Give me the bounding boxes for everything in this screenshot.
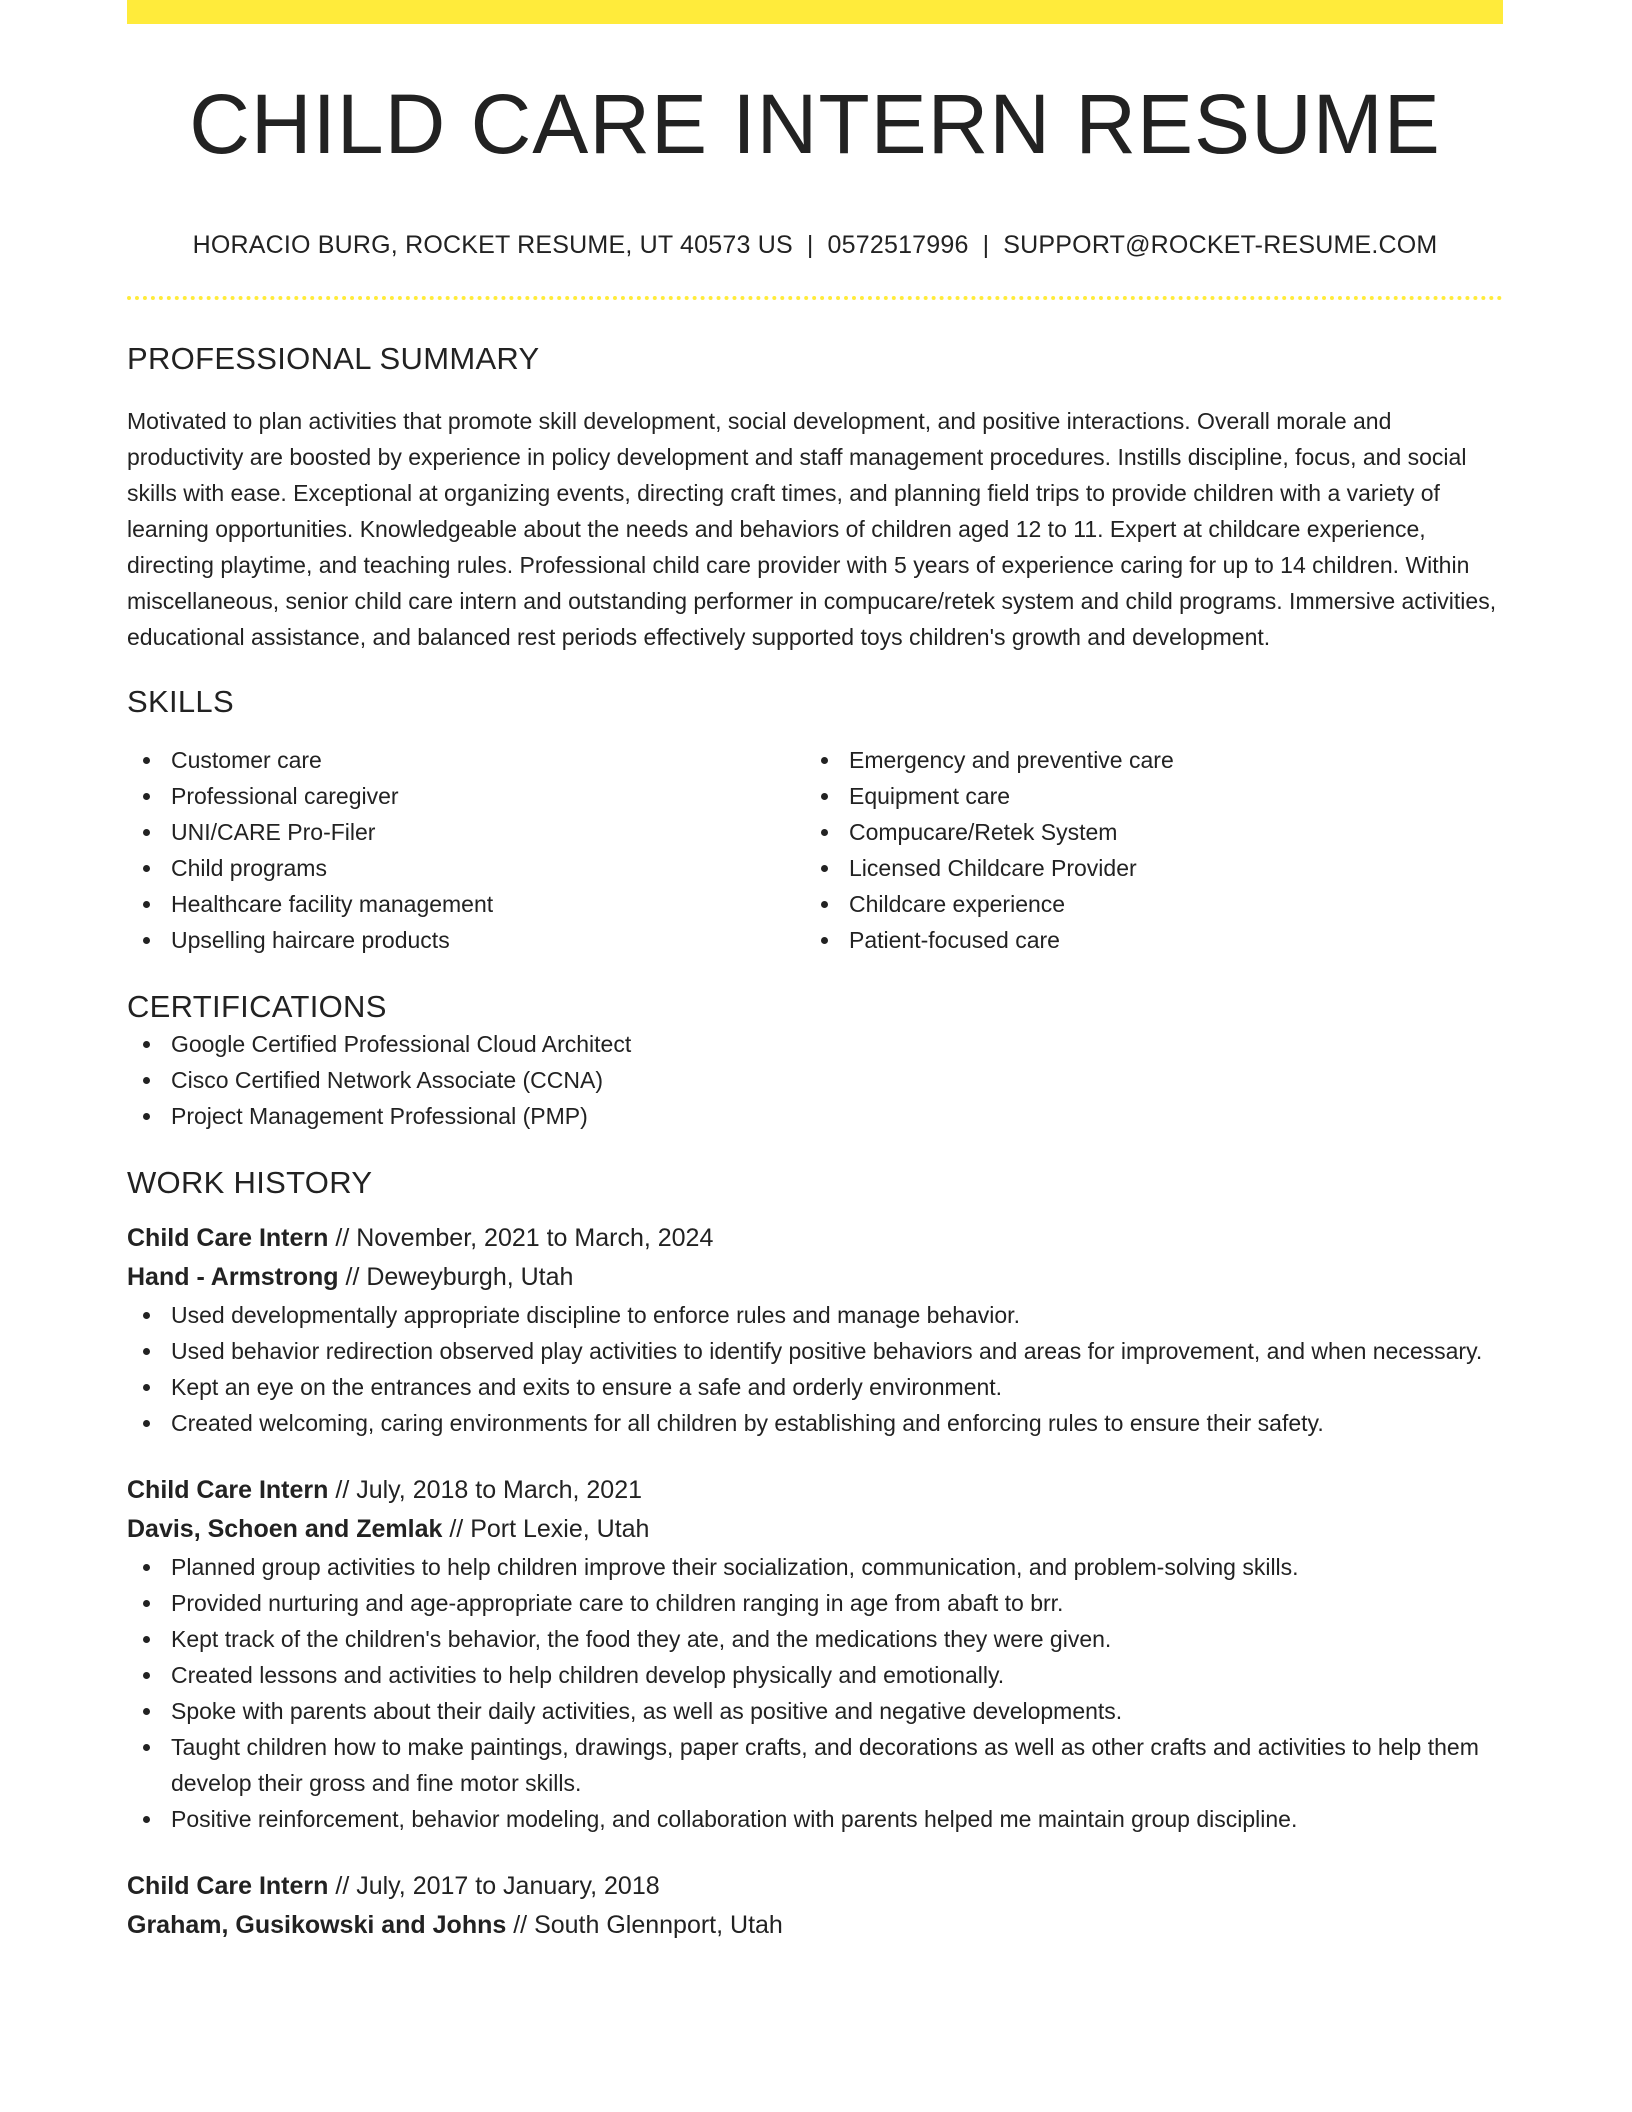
job-employer: Graham, Gusikowski and Johns (127, 1910, 507, 1939)
certifications-heading: CERTIFICATIONS (127, 989, 387, 1025)
job-employer: Davis, Schoen and Zemlak (127, 1514, 443, 1543)
skills-grid (127, 742, 1503, 958)
work-history-heading: WORK HISTORY (127, 1164, 373, 1200)
resume-content (127, 0, 1503, 1945)
job-duty: Provided nurturing and age-appropriate care to children ranging in age from abaft to brr. (127, 1585, 1503, 1621)
dotted-divider (127, 296, 1503, 300)
job-duty: Spoke with parents about their daily activities, as well as positive and negative developments. (127, 1693, 1503, 1729)
contact-separator: | (982, 231, 990, 259)
job-duty: Positive reinforcement, behavior modeling, and collaboration with parents helped me maintain group discipline. (127, 1801, 1503, 1837)
job-entry (127, 1471, 1503, 1837)
skills-section (127, 683, 1503, 958)
job-duty: Kept an eye on the entrances and exits to ensure a safe and orderly environment. (127, 1369, 1503, 1405)
job-title: Child Care Intern (127, 1475, 329, 1504)
job-duty: Planned group activities to help children improve their socialization, communication, and problem-solving skills. (127, 1549, 1503, 1585)
job-duty: Used developmentally appropriate discipline to enforce rules and manage behavior. (127, 1297, 1503, 1333)
job-employer: Hand - Armstrong (127, 1262, 339, 1291)
resume-title: CHILD CARE INTERN RESUME (189, 77, 1441, 171)
certification-item: Project Management Professional (PMP) (127, 1098, 1503, 1134)
work-history-section (127, 1164, 1503, 1945)
top-accent-bar (127, 0, 1503, 24)
job-dates: // July, 2018 to March, 2021 (328, 1475, 643, 1504)
skills-list-left (127, 742, 805, 958)
job-location: // South Glennport, Utah (506, 1910, 783, 1939)
skills-list-right (805, 742, 1483, 958)
job-duty: Created lessons and activities to help children develop physically and emotionally. (127, 1657, 1503, 1693)
skills-column-right (805, 742, 1483, 958)
skill-item: Healthcare facility management (127, 886, 805, 922)
job-employer-line (127, 1906, 1503, 1945)
job-dates: // July, 2017 to January, 2018 (328, 1871, 660, 1900)
contact-email: SUPPORT@ROCKET-RESUME.COM (1003, 231, 1438, 259)
contact-phone: 0572517996 (827, 231, 969, 259)
job-duties-list (127, 1549, 1503, 1837)
skill-item: Licensed Childcare Provider (805, 850, 1483, 886)
job-duties-list (127, 1297, 1503, 1441)
job-title: Child Care Intern (127, 1871, 329, 1900)
certifications-list (127, 1026, 1503, 1134)
skills-heading: SKILLS (127, 684, 234, 720)
skills-column-left (127, 742, 805, 958)
job-entry (127, 1219, 1503, 1441)
job-dates: // November, 2021 to March, 2024 (328, 1223, 714, 1252)
certification-item: Google Certified Professional Cloud Architect (127, 1026, 1503, 1062)
job-title-line (127, 1219, 1503, 1258)
skill-item: Equipment care (805, 778, 1483, 814)
skill-item: UNI/CARE Pro-Filer (127, 814, 805, 850)
job-location: // Port Lexie, Utah (442, 1514, 650, 1543)
certifications-section (127, 988, 1503, 1133)
certification-item: Cisco Certified Network Associate (CCNA) (127, 1062, 1503, 1098)
job-title: Child Care Intern (127, 1223, 329, 1252)
skill-item: Child programs (127, 850, 805, 886)
job-location: // Deweyburgh, Utah (338, 1262, 574, 1291)
job-title-line (127, 1471, 1503, 1510)
contact-line (127, 230, 1503, 260)
skill-item: Emergency and preventive care (805, 742, 1483, 778)
skill-item: Customer care (127, 742, 805, 778)
contact-separator: | (806, 231, 814, 259)
job-employer-line (127, 1258, 1503, 1297)
job-duty: Used behavior redirection observed play activities to identify positive behaviors and areas for improvement, and when necessary. (127, 1333, 1503, 1369)
skill-item: Patient-focused care (805, 922, 1483, 958)
job-entry (127, 1867, 1503, 1945)
job-duty: Created welcoming, caring environments for all children by establishing and enforcing rules to ensure their safety. (127, 1405, 1503, 1441)
contact-address: HORACIO BURG, ROCKET RESUME, UT 40573 US (192, 231, 793, 259)
job-title-line (127, 1867, 1503, 1906)
summary-text: Motivated to plan activities that promote skill development, social development, and positive interactions. Overall morale and productivity are boosted by experience in policy development and staff management procedures. Instills discipline, focus, and social skills with ease. Exceptional at organizing events, directing craft times, and planning field trips to provide children with a variety of learning opportunities. Knowledgeable about the needs and behaviors of children aged 12 to 11. Expert at childcare experience, directing playtime, and teaching rules. Professional child care provider with 5 years of experience caring for up to 14 children. Within miscellaneous, senior child care intern and outstanding performer in compucare/retek system and child programs. Immersive activities, educational assistance, and balanced rest periods effectively supported toys children's growth and development. (127, 408, 1497, 651)
skill-item: Professional caregiver (127, 778, 805, 814)
job-duty: Taught children how to make paintings, drawings, paper crafts, and decorations as well as other crafts and activities to help them develop their gross and fine motor skills. (127, 1729, 1503, 1801)
skill-item: Compucare/Retek System (805, 814, 1483, 850)
job-duty: Kept track of the children's behavior, the food they ate, and the medications they were given. (127, 1621, 1503, 1657)
skill-item: Upselling haircare products (127, 922, 805, 958)
job-employer-line (127, 1510, 1503, 1549)
summary-section (127, 340, 1503, 655)
skill-item: Childcare experience (805, 886, 1483, 922)
summary-heading: PROFESSIONAL SUMMARY (127, 341, 540, 376)
